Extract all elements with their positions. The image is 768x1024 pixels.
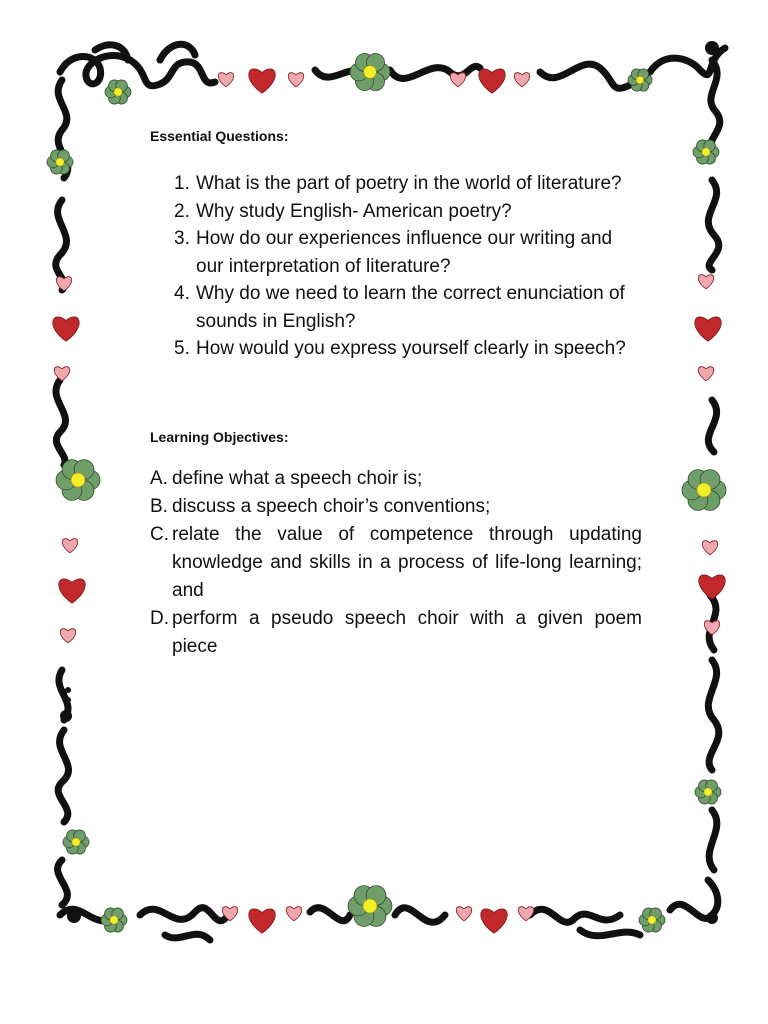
pink-heart-icon [218,73,233,87]
squiggle-dot [67,909,81,923]
flower-icon [47,150,73,174]
red-heart-icon [695,317,721,341]
question-text: How do our experiences influence our writing and our interpretation of literature? [196,228,613,277]
objective-text: relate the value of competence through updating knowledge and skills in a process of life-long learning; and [172,523,642,601]
squiggle-line-bottom-2 [165,930,640,940]
pink-heart-icon [702,541,717,555]
flower-icon [682,470,726,511]
red-heart-icon [53,317,79,341]
essential-questions-list [150,170,642,363]
pink-heart-icon [514,73,529,87]
objective-item [150,493,642,521]
flower-icon [63,830,89,854]
flower-icon [350,53,390,90]
objective-item [150,521,642,605]
question-text: What is the part of poetry in the world of literature? [196,173,622,194]
flower-icon [101,908,127,932]
question-number: 1. [174,173,190,194]
question-text: Why study English- American poetry? [196,200,512,222]
pink-heart-icon [54,367,69,381]
flower-icon [639,908,665,932]
flower-icon [695,780,721,804]
question-item [174,170,642,198]
objective-letter: D. [150,607,169,629]
objective-text: perform a pseudo speech choir with a given poem piece [172,607,642,657]
question-item [174,280,642,335]
question-item [174,198,642,226]
flower-icon [348,886,392,927]
learning-objectives-list [150,465,642,661]
objective-letter: A. [150,467,168,489]
question-text: Why do we need to learn the correct enunciation of sounds in English? [196,283,625,332]
objective-item [150,605,642,661]
pink-heart-icon [456,907,471,921]
objective-letter: B. [150,495,168,517]
objective-item [150,465,642,493]
flower-icon [628,69,652,91]
pink-heart-icon [60,629,75,643]
squiggle-dot [705,41,719,55]
flower-icon [105,80,131,104]
flower-icon [56,460,100,501]
red-heart-icon [59,579,85,603]
squiggle-line-right [708,60,719,870]
question-number: 2. [174,200,190,222]
question-item [174,335,642,363]
pink-heart-icon [698,367,713,381]
pink-heart-icon [62,539,77,553]
essential-questions-heading: Essential Questions: [150,128,289,144]
content-area [150,128,642,661]
question-number: 5. [174,338,190,359]
pink-heart-icon [698,275,713,289]
question-number: 3. [174,228,190,249]
pink-heart-icon [518,907,533,921]
objective-letter: C. [150,523,169,545]
objective-text: define what a speech choir is; [172,467,423,489]
question-text: How would you express yourself clearly in speech? [196,338,626,359]
red-heart-icon [249,909,275,933]
squiggle-dot [60,710,72,722]
squiggle-dot [65,697,71,703]
learning-objectives-heading: Learning Objectives: [150,428,289,445]
objective-text: discuss a speech choir’s conventions; [172,495,491,517]
pink-heart-icon [286,907,301,921]
pink-heart-icon [288,73,303,87]
squiggle-dot [65,687,71,693]
red-heart-icon [249,69,275,93]
pink-heart-icon [56,277,71,291]
pink-heart-icon [450,73,465,87]
red-heart-icon [479,69,505,93]
question-number: 4. [174,283,190,304]
red-heart-icon [481,909,507,933]
squiggle-dot [706,912,718,924]
question-item [174,225,642,280]
red-heart-icon [699,575,725,599]
flower-icon [693,140,719,164]
